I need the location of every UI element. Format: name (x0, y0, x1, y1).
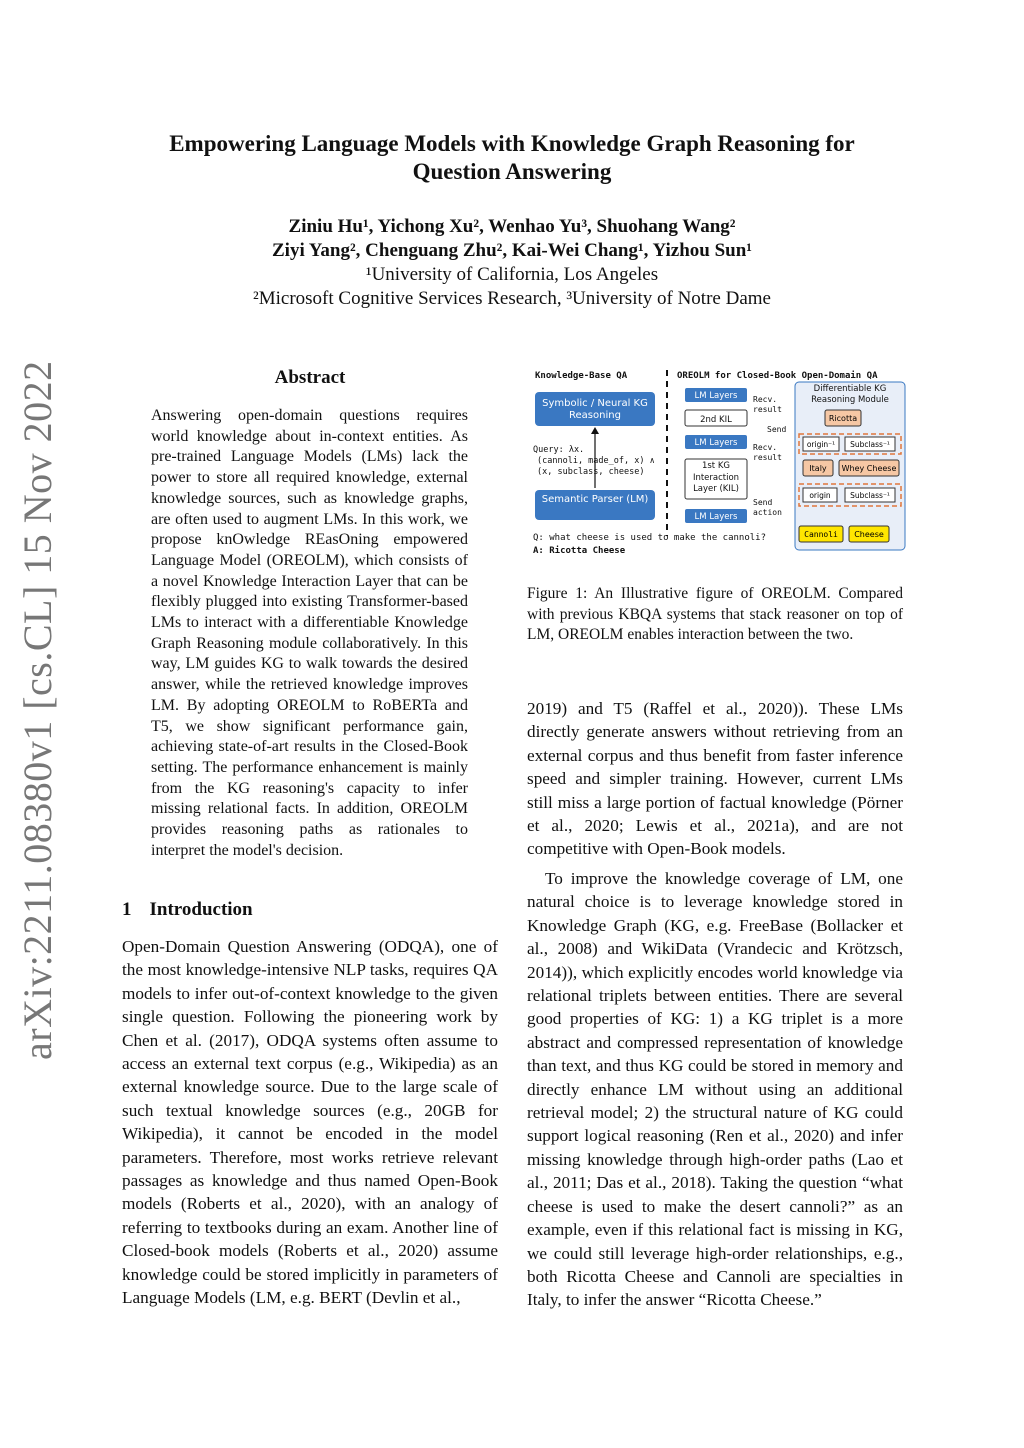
authors-line-1: Ziniu Hu¹, Yichong Xu², Wenhao Yu³, Shuohang Wang² (288, 216, 736, 237)
svg-text:action: action (753, 508, 782, 517)
svg-text:Whey Cheese: Whey Cheese (841, 464, 897, 473)
svg-text:Cheese: Cheese (854, 530, 884, 539)
svg-text:Ricotta: Ricotta (828, 414, 858, 423)
svg-text:LM Layers: LM Layers (694, 512, 738, 522)
title-line-1: Empowering Language Models with Knowledge Graph Reasoning for (169, 131, 855, 156)
figure-1-diagram: Knowledge-Base QA OREOLM for Closed-Book Open-Domain QA Symbolic / Neural KG Reasoning Query: λx. (cannoli, made_of, x) ∧ (x, subclass, cheese) Semantic Parser (LM) LM Layers 2nd KIL LM Layers 1st KG Interaction Layer (KIL) LM Layers Recv. result Send Recv. result Send action Differentiable KG Reasoning Module Ricotta origin⁻¹ Subclass⁻¹ Italy Whey Cheese origin Subclass⁻¹ Cannoli Cheese Q: what cheese is used to make the cannoli? A: Ricotta Cheese (527, 364, 907, 564)
affiliation-line-1: ¹University of California, Los Angeles (365, 264, 659, 285)
svg-text:Recv.: Recv. (753, 395, 778, 404)
query-line-3: (x, subclass, cheese) (537, 467, 645, 477)
svg-text:Subclass⁻¹: Subclass⁻¹ (850, 440, 890, 449)
svg-text:result: result (753, 453, 782, 462)
intro-paragraph-1-continued: 2019) and T5 (Raffel et al., 2020)). These LMs directly generate answers without retrieving from an external corpus and thus benefit from faster inference speed and simpler training. However, current LMs still miss a large portion of factual knowledge (Pörner et al., 2020; Lewis et al., 2021a), and are not competitive with Open-Book models. (527, 699, 903, 859)
intro-paragraph-2: To improve the knowledge coverage of LM, one natural choice is to leverage knowledge stored in Knowledge Graph (KG, e.g. FreeBase (Bollacker et al., 2008) and WikiData (Vrandecic and Krötzsch, 2014)), which explicitly encodes world knowledge via relational triplets between entities. There are several good properties of KG: 1) a KG triplet is a more abstract and compressed representation of knowledge than text, and thus KG could be stored in memory and directly enhance LM without using an additional retrieval model; 2) the structural nature of KG could support logical reasoning (Ren et al., 2020) and infer missing knowledge through high-order paths (Lao et al., 2011; Das et al., 2018). Taking the question “what cheese is used to make the desert cannoli?” as an example, even if this relational fact is missing in KG, we could still leverage high-order relationships, e.g., both Ricotta Cheese and Cannoli are specialties in Italy, to infer the answer “Ricotta Cheese.” (527, 869, 903, 1310)
intro-paragraph-1: Open-Domain Question Answering (ODQA), one of the most knowledge-intensive NLP tasks, requires QA models to infer out-of-context knowledge to the given single question. Following the pioneering work by Chen et al. (2017), ODQA systems often assume to access an external text corpus (e.g., Wikipedia) as an external knowledge source. Due to the large scale of such textual knowledge sources (e.g., 20GB for Wikipedia), it cannot be encoded in the model parameters. Therefore, most works retrieve relevant passages as knowledge and thus named Open-Book models (Roberts et al., 2020), with an analogy of referring to textbooks during an exam. Another line of Closed-book models (Roberts et al., 2020) assume knowledge could be stored implicitly in parameters of Language Models (LM, e.g. BERT (Devlin et al., (122, 937, 498, 1308)
svg-text:Subclass⁻¹: Subclass⁻¹ (850, 491, 890, 500)
svg-text:Italy: Italy (809, 464, 827, 473)
section-heading (122, 899, 271, 921)
svg-text:Send: Send (753, 498, 773, 507)
arxiv-identifier: arXiv:2211.08380v1 [cs.CL] 15 Nov 2022 (15, 360, 60, 1060)
authors-line-2: Ziyi Yang², Chenguang Zhu², Kai-Wei Chang¹, Yizhou Sun¹ (272, 240, 752, 261)
svg-text:Recv.: Recv. (753, 443, 778, 452)
abstract-text: Answering open-domain questions requires world knowledge about in-context entities. As pre-trained Language Models (LMs) lack the power to store all required knowledge, external knowledge sources, such as knowledge graphs, are often used to augment LMs. In this work, we propose knOwledge REasOning empowered Language Model (OREOLM), which consists of a novel Knowledge Interaction Layer that can be flexibly plugged into existing Transformer-based LMs to interact with a differentiable Knowledge Graph Reasoning module collaboratively. In this way, LM guides KG to walk towards the desired answer, while the retrieved knowledge improves LM. By adopting OREOLM to RoBERTa and T5, we show significant performance gain, achieving state-of-art results in the Closed-Book setting. The performance enhancement is mainly from the KG reasoning's capacity to infer missing relational facts. In addition, OREOLM provides reasoning paths as rationales to interpret the model's decision. (151, 407, 468, 859)
query-line-2: (cannoli, made_of, x) ∧ (537, 456, 655, 466)
fig-right-title: OREOLM for Closed-Book Open-Domain QA (677, 371, 878, 381)
svg-text:Send: Send (767, 425, 787, 434)
svg-text:Cannoli: Cannoli (804, 530, 838, 539)
svg-text:LM Layers: LM Layers (694, 438, 738, 448)
fig-left-title: Knowledge-Base QA (535, 371, 628, 381)
section-title: Introduction (149, 899, 253, 920)
affiliation-line-2: ²Microsoft Cognitive Services Research, ³University of Notre Dame (253, 288, 771, 309)
svg-text:origin⁻¹: origin⁻¹ (806, 440, 836, 449)
svg-text:2nd KIL: 2nd KIL (700, 415, 732, 425)
query-label: Query: λx. (533, 445, 585, 455)
question-text: Q: what cheese is used to make the cannoli? (533, 533, 767, 543)
section-number: 1 (122, 899, 132, 920)
title-line-2: Question Answering (412, 159, 612, 184)
answer-text: A: Ricotta Cheese (533, 546, 626, 556)
svg-text:result: result (753, 405, 782, 414)
svg-text:LM Layers: LM Layers (694, 391, 738, 401)
abstract-heading: Abstract (274, 367, 346, 388)
figure-caption: Figure 1: An Illustrative figure of OREOLM. Compared with previous KBQA systems that stack reasoner on top of LM, OREOLM enables interaction between the two. (527, 585, 903, 644)
paper-title (100, 130, 924, 186)
svg-text:origin: origin (809, 491, 831, 500)
author-block (100, 215, 924, 311)
